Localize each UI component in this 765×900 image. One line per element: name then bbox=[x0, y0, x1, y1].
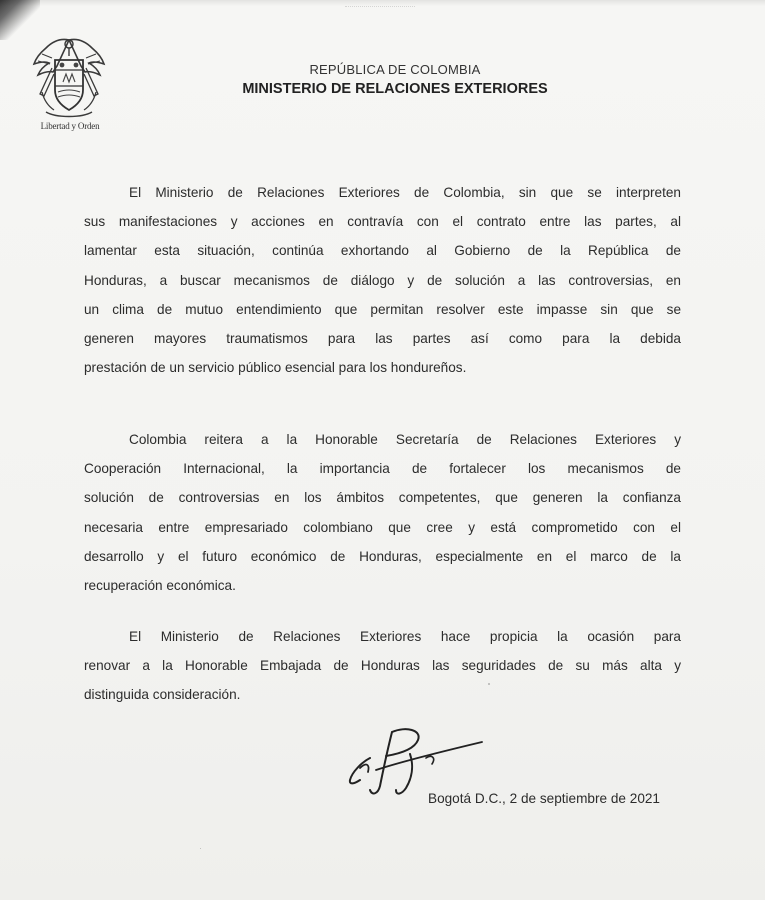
paragraph-line: Colombia reitera a la Honorable Secretaría de Relaciones Exteriores y bbox=[129, 432, 681, 447]
paragraph-line: desarrollo y el futuro económico de Honduras, especialmente en el marco de la bbox=[84, 548, 681, 564]
paragraph-line: recuperación económica. bbox=[84, 578, 236, 594]
faint-top-stamp bbox=[345, 0, 415, 7]
paragraph-1 bbox=[84, 178, 681, 382]
paragraph-2 bbox=[84, 425, 681, 600]
paragraph-line: lamentar esta situación, continúa exhortando al Gobierno de la República de bbox=[84, 243, 681, 259]
paragraph-line: El Ministerio de Relaciones Exteriores hace propicia la ocasión para bbox=[129, 629, 681, 644]
signature-date: Bogotá D.C., 2 de septiembre de 2021 bbox=[428, 791, 660, 806]
paragraph-line: necesaria entre empresariado colombiano que cree y está comprometido con el bbox=[84, 519, 681, 535]
letterhead bbox=[200, 62, 590, 98]
scan-speck bbox=[200, 848, 201, 849]
republic-title: REPÚBLICA DE COLOMBIA bbox=[309, 62, 481, 77]
ministry-title: MINISTERIO DE RELACIONES EXTERIORES bbox=[242, 81, 548, 97]
paragraph-line: solución de controversias en los ámbitos competentes, que generen la confianza bbox=[84, 490, 681, 506]
seal-motto: Libertad y Orden bbox=[40, 121, 100, 131]
handwritten-signature bbox=[340, 718, 500, 798]
paragraph-line: El Ministerio de Relaciones Exteriores de Colombia, sin que se interpreten bbox=[129, 185, 681, 200]
paragraph-3 bbox=[84, 622, 681, 710]
paragraph-line: generen mayores traumatismos para las partes así como para la debida bbox=[84, 331, 681, 347]
colombia-coat-of-arms-icon bbox=[30, 34, 108, 134]
paragraph-line: un clima de mutuo entendimiento que permitan resolver este impasse sin que se bbox=[84, 301, 681, 317]
paragraph-line: sus manifestaciones y acciones en contravía con el contrato entre las partes, al bbox=[84, 214, 681, 230]
paragraph-line: Cooperación Internacional, la importancia de fortalecer los mecanismos de bbox=[84, 461, 681, 477]
paragraph-line: distinguida consideración. bbox=[84, 687, 241, 703]
scan-speck bbox=[488, 683, 490, 685]
paragraph-line: renovar a la Honorable Embajada de Honduras las seguridades de su más alta y bbox=[84, 658, 681, 674]
paragraph-line: prestación de un servicio público esencial para los hondureños. bbox=[84, 360, 467, 376]
paragraph-line: Honduras, a buscar mecanismos de diálogo y de solución a las controversias, en bbox=[84, 272, 681, 288]
